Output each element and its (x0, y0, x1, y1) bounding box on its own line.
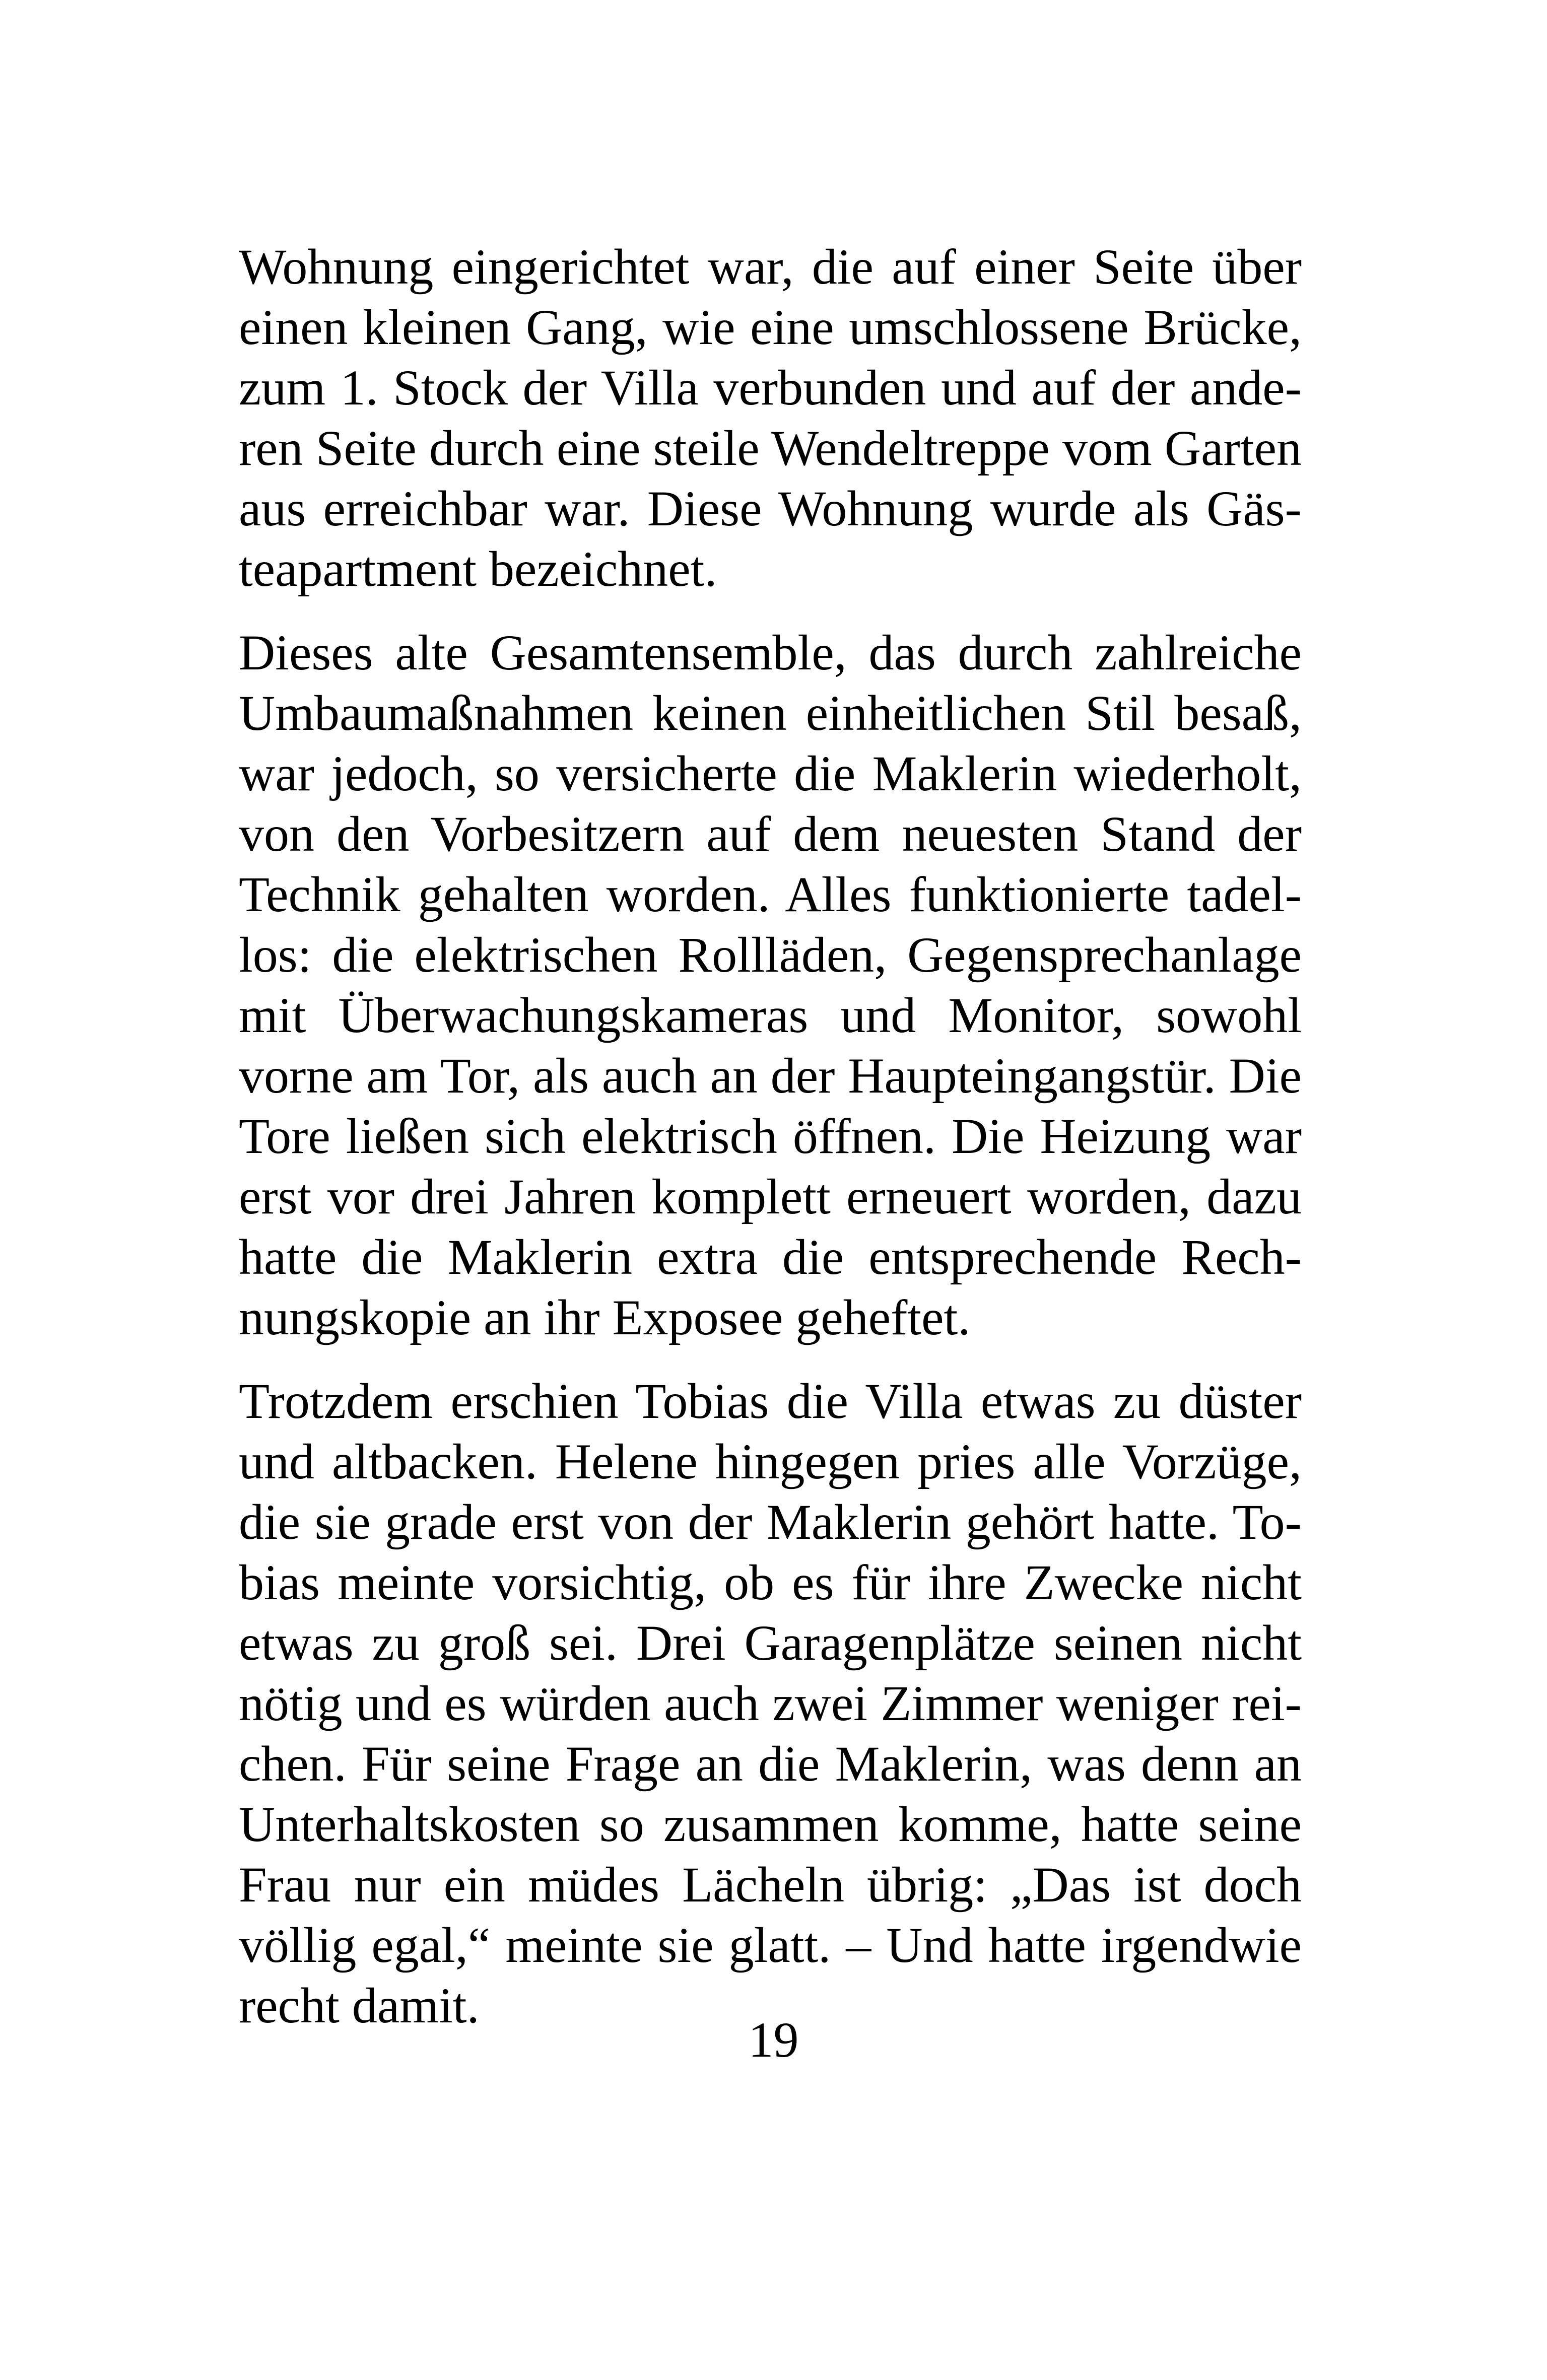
text-line: aus erreichbar war. Diese Wohnung wurde als Gäs- (239, 481, 1302, 536)
text-line: erst vor drei Jahren komplett erneuert worden, dazu (239, 1169, 1302, 1225)
text-line: Dieses alte Gesamtensemble, das durch zahlreiche (239, 625, 1302, 681)
paragraph-3 (239, 1371, 1302, 2036)
text-line: die sie grade erst von der Maklerin gehört hatte. To- (239, 1494, 1302, 1550)
text-line: bias meinte vorsichtig, ob es für ihre Zwecke nicht (239, 1554, 1302, 1610)
text-line: nötig und es würden auch zwei Zimmer weniger rei- (239, 1675, 1302, 1731)
paragraph-1 (239, 237, 1302, 599)
text-line: Technik gehalten worden. Alles funktionierte tadel- (239, 866, 1302, 922)
text-line: teapartment bezeichnet. (239, 541, 717, 597)
text-line: einen kleinen Gang, wie eine umschlossene Brücke, (239, 299, 1302, 355)
text-line: völlig egal,“ meinte sie glatt. – Und hatte irgendwie (239, 1917, 1302, 1973)
text-line: los: die elektrischen Rollläden, Gegensprechanlage (239, 927, 1302, 983)
text-line: vorne am Tor, als auch an der Haupteingangstür. Die (239, 1048, 1302, 1104)
text-line: recht damit. (239, 1978, 480, 2033)
text-line: Umbaumaßnahmen keinen einheitlichen Stil besaß, (239, 685, 1302, 741)
text-line: hatte die Maklerin extra die entsprechende Rech- (239, 1229, 1302, 1285)
text-line: Trotzdem erschien Tobias die Villa etwas zu düster (239, 1373, 1302, 1429)
text-line: mit Überwachungskameras und Monitor, sowohl (239, 987, 1302, 1043)
paragraph-2 (239, 623, 1302, 1348)
text-line: von den Vorbesitzern auf dem neuesten Stand der (239, 806, 1302, 862)
text-line: Tore ließen sich elektrisch öffnen. Die Heizung war (239, 1108, 1302, 1164)
text-line: war jedoch, so versicherte die Maklerin wiederholt, (239, 745, 1302, 801)
text-line: etwas zu groß sei. Drei Garagenplätze seinen nicht (239, 1615, 1302, 1671)
text-line: Wohnung eingerichtet war, die auf einer Seite über (239, 239, 1302, 295)
body-text (239, 237, 1302, 2059)
text-line: chen. Für seine Frage an die Maklerin, was denn an (239, 1736, 1302, 1792)
page-number: 19 (748, 2012, 799, 2068)
text-line: zum 1. Stock der Villa verbunden und auf der ande- (239, 360, 1302, 416)
text-line: Frau nur ein müdes Lächeln übrig: „Das ist doch (239, 1857, 1302, 1913)
text-line: und altbacken. Helene hingegen pries alle Vorzüge, (239, 1434, 1302, 1489)
text-line: nungskopie an ihr Exposee geheftet. (239, 1289, 971, 1345)
text-line: ren Seite durch eine steile Wendeltreppe vom Garten (239, 420, 1302, 476)
text-line: Unterhaltskosten so zusammen komme, hatte seine (239, 1796, 1302, 1852)
